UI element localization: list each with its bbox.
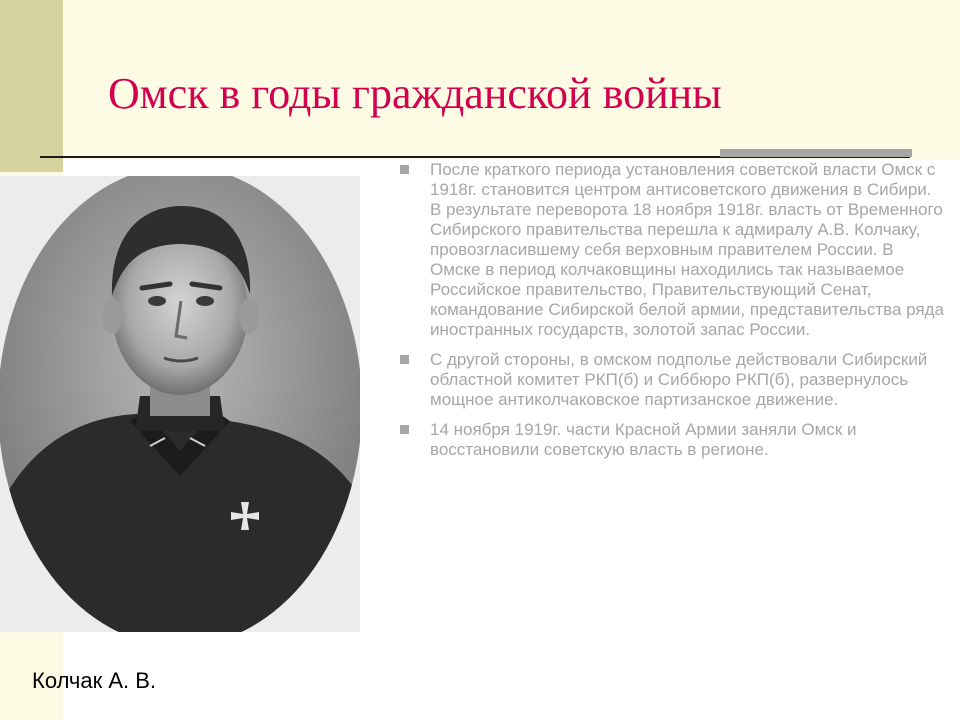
portrait-illustration	[0, 176, 360, 632]
list-item	[400, 350, 945, 410]
square-bullet-icon	[400, 425, 409, 434]
bullet-text: С другой стороны, в омском подполье действовали Сибирский областной комитет РКП(б) и Сиббюро РКП(б), развернулось мощное антиколчаковское партизанское движение.	[430, 350, 928, 409]
square-bullet-icon	[400, 355, 409, 364]
portrait-caption: Колчак А. В.	[32, 668, 157, 693]
list-item	[400, 420, 945, 460]
square-bullet-icon	[400, 165, 409, 174]
bullet-text: После краткого периода установления советской власти Омск с 1918г. становится центром антисоветского движения в Сибири. В результате переворота 18 ноября 1918г. власть от Временного Сибирского правительства перешла к адмиралу А.В. Колчаку, провозгласившему себя верховным правителем России. В Омске в период колчаковщины находились так называемое Российское правительство, Правительствующий Сенат, командование Сибирской белой армии, представительства ряда иностранных государств, золотой запас России.	[430, 160, 945, 339]
bullet-text: 14 ноября 1919г. части Красной Армии заняли Омск и восстановили советскую власть в регионе.	[430, 420, 857, 459]
corner-accent-box	[0, 0, 63, 172]
gray-accent-bar	[720, 149, 912, 157]
portrait-photo	[0, 176, 360, 632]
bullet-list	[400, 160, 945, 470]
slide-title: Омск в годы гражданской войны	[108, 69, 722, 118]
list-item	[400, 160, 945, 340]
